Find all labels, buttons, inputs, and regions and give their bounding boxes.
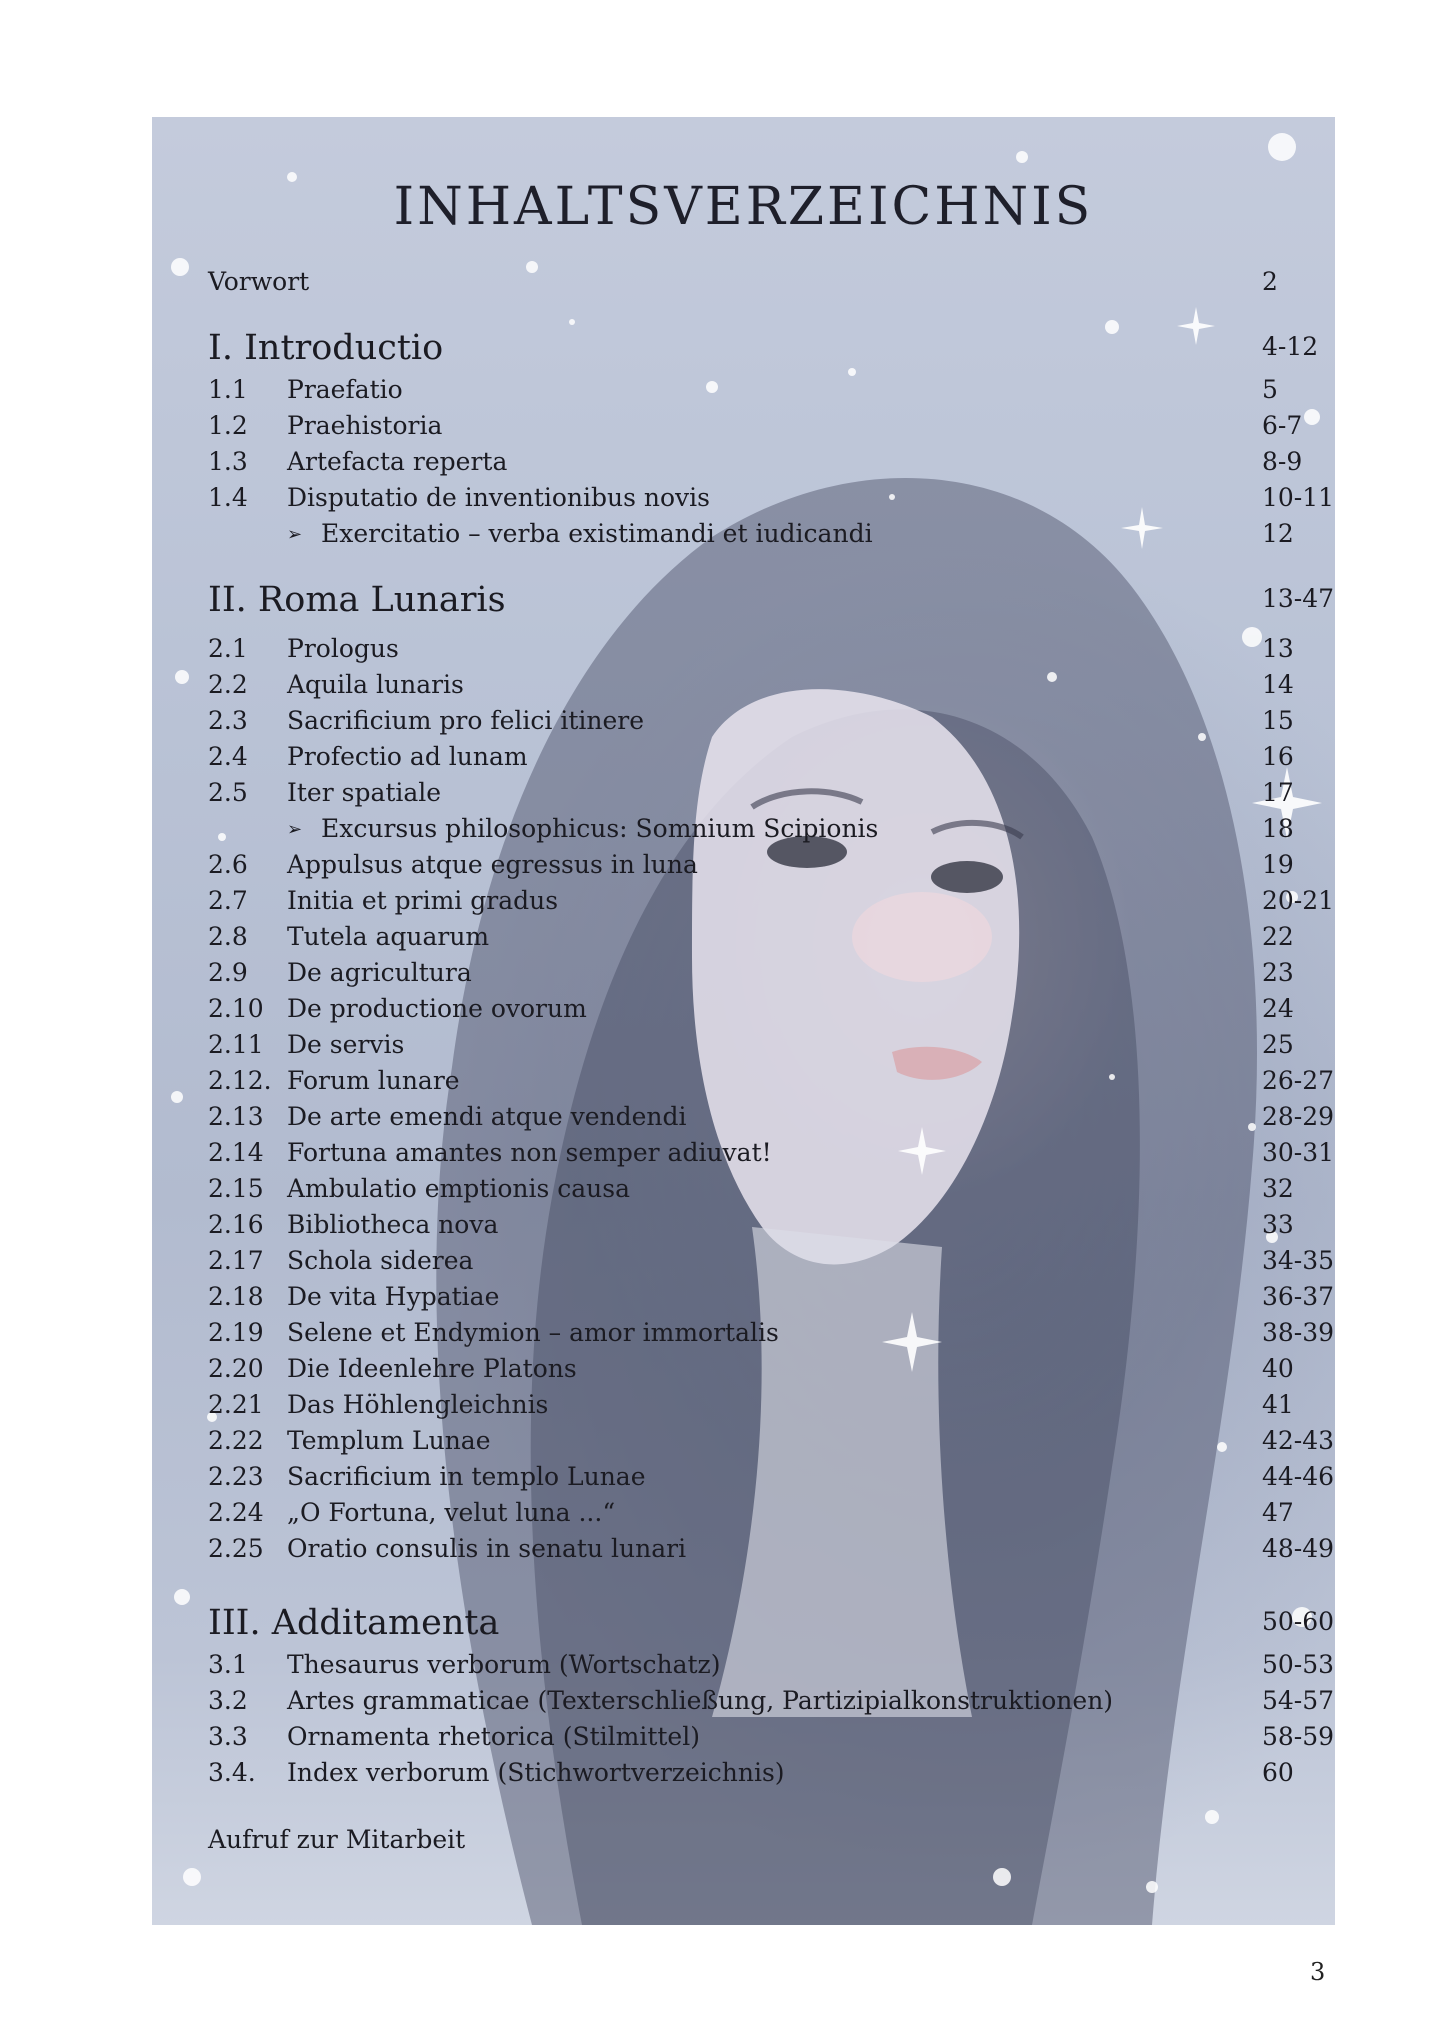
toc-entry[interactable] — [208, 1027, 1294, 1063]
entry-page: 54-57 — [1262, 1686, 1335, 1715]
entry-page: 34-35 — [1262, 1246, 1335, 1275]
entry-label: Fortuna amantes non semper adiuvat! — [287, 1138, 772, 1167]
entry-label: Thesaurus verborum (Wortschatz) — [287, 1650, 721, 1679]
entry-page: 28-29 — [1262, 1102, 1335, 1131]
entry-label: De productione ovorum — [287, 994, 587, 1023]
entry-number: 3.3 — [208, 1722, 248, 1751]
toc-entry[interactable] — [208, 1531, 1335, 1567]
entry-label: Schola siderea — [287, 1246, 474, 1275]
entry-page: 48-49 — [1262, 1534, 1335, 1563]
arrow-bullet-icon: ➢ — [287, 524, 303, 545]
entry-label: Appulsus atque egressus in luna — [287, 850, 698, 879]
entry-page: 32 — [1262, 1174, 1294, 1203]
entry-label: Das Höhlengleichnis — [287, 1390, 549, 1419]
entry-number: 2.7 — [208, 886, 248, 915]
toc-entry-vorwort[interactable] — [208, 264, 1278, 300]
entry-page: 13-47 — [1262, 584, 1335, 613]
toc-entry[interactable] — [208, 1315, 1335, 1351]
entry-number: 2.5 — [208, 778, 248, 807]
entry-page: 10-11 — [1262, 483, 1335, 512]
entry-page: 5 — [1262, 375, 1278, 404]
entry-label: Praehistoria — [287, 411, 443, 440]
section-heading: I. Introductio — [208, 328, 444, 368]
toc-title: INHALTSVERZEICHNIS — [393, 177, 1094, 237]
toc-section-roma-lunaris[interactable] — [208, 575, 1335, 625]
toc-entry[interactable] — [208, 1495, 1294, 1531]
entry-page: 23 — [1262, 958, 1294, 987]
entry-label: Artes grammaticae (Texterschließung, Partizipialkonstruktionen) — [287, 1686, 1114, 1715]
entry-number: 2.9 — [208, 958, 248, 987]
entry-label: Forum lunare — [287, 1066, 460, 1095]
entry-label: Excursus philosophicus: Somnium Scipionis — [321, 814, 879, 843]
entry-page: 20-21 — [1262, 886, 1335, 915]
entry-number: 2.24 — [208, 1498, 264, 1527]
entry-number: 1.4 — [208, 483, 248, 512]
toc-entry[interactable] — [208, 1243, 1335, 1279]
entry-label: Templum Lunae — [287, 1426, 491, 1455]
toc-page-panel — [152, 117, 1335, 1925]
toc-entry[interactable] — [208, 775, 1294, 811]
entry-label: De servis — [287, 1030, 405, 1059]
toc-entry[interactable] — [208, 667, 1294, 703]
entry-number: 2.10 — [208, 994, 264, 1023]
toc-entry[interactable] — [208, 480, 1335, 516]
entry-page: 30-31 — [1262, 1138, 1335, 1167]
entry-label: De arte emendi atque vendendi — [287, 1102, 687, 1131]
entry-page: 47 — [1262, 1498, 1294, 1527]
entry-page: 8-9 — [1262, 447, 1303, 476]
toc-entry[interactable] — [208, 847, 1294, 883]
entry-number: 2.13 — [208, 1102, 264, 1131]
entry-label: De vita Hypatiae — [287, 1282, 500, 1311]
entry-number: 2.23 — [208, 1462, 264, 1491]
entry-page: 50-60 — [1262, 1607, 1335, 1636]
entry-page: 12 — [1262, 519, 1294, 548]
entry-label: Ambulatio emptionis causa — [287, 1174, 631, 1203]
entry-number: 2.14 — [208, 1138, 264, 1167]
section-heading: II. Roma Lunaris — [208, 580, 506, 620]
entry-label: Aufruf zur Mitarbeit — [208, 1825, 466, 1854]
entry-label: De agricultura — [287, 958, 472, 987]
toc-entry[interactable] — [208, 1135, 1335, 1171]
entry-page: 18 — [1262, 814, 1294, 843]
entry-label: Die Ideenlehre Platons — [287, 1354, 577, 1383]
entry-page: 4-12 — [1262, 332, 1319, 361]
entry-page: 41 — [1262, 1390, 1294, 1419]
toc-entry[interactable] — [208, 1171, 1294, 1207]
entry-label: Vorwort — [208, 267, 310, 296]
entry-number: 1.2 — [208, 411, 248, 440]
toc-entry-aufruf[interactable] — [208, 1822, 1278, 1858]
toc-entry[interactable] — [208, 1755, 1294, 1791]
entry-label: Iter spatiale — [287, 778, 442, 807]
toc-entry[interactable] — [208, 372, 1278, 408]
toc-entry[interactable] — [208, 631, 1294, 667]
toc-entry[interactable] — [208, 1099, 1335, 1135]
entry-number: 2.6 — [208, 850, 248, 879]
entry-label: Oratio consulis in senatu lunari — [287, 1534, 687, 1563]
entry-number: 2.3 — [208, 706, 248, 735]
toc-entry[interactable] — [208, 408, 1303, 444]
entry-label: Tutela aquarum — [287, 922, 490, 951]
toc-entry[interactable] — [208, 991, 1294, 1027]
entry-number: 2.11 — [208, 1030, 264, 1059]
entry-page: 25 — [1262, 1030, 1294, 1059]
entry-page: 50-53 — [1262, 1650, 1335, 1679]
entry-number: 2.21 — [208, 1390, 264, 1419]
entry-page: 42-43 — [1262, 1426, 1335, 1455]
entry-number: 2.2 — [208, 670, 248, 699]
entry-label: Prologus — [287, 634, 399, 663]
entry-number: 2.15 — [208, 1174, 264, 1203]
toc-entry[interactable] — [208, 919, 1294, 955]
toc-entry[interactable] — [208, 883, 1335, 919]
entry-page: 38-39 — [1262, 1318, 1335, 1347]
entry-page: 60 — [1262, 1758, 1294, 1787]
toc-entry[interactable] — [208, 1719, 1335, 1755]
entry-label: Exercitatio – verba existimandi et iudicandi — [321, 519, 873, 548]
entry-page: 15 — [1262, 706, 1294, 735]
entry-label: „O Fortuna, velut luna ...“ — [287, 1498, 616, 1527]
toc-subentry[interactable] — [208, 811, 1294, 847]
entry-page: 33 — [1262, 1210, 1294, 1239]
section-heading: III. Additamenta — [208, 1603, 500, 1643]
entry-page: 19 — [1262, 850, 1294, 879]
toc-entry[interactable] — [208, 1351, 1294, 1387]
toc-subentry[interactable] — [208, 516, 1294, 552]
page-number: 3 — [1310, 1958, 1326, 1986]
entry-page: 44-46 — [1262, 1462, 1335, 1491]
entry-number: 2.20 — [208, 1354, 264, 1383]
entry-number: 2.1 — [208, 634, 248, 663]
entry-label: Artefacta reperta — [287, 447, 508, 476]
entry-label: Disputatio de inventionibus novis — [287, 483, 710, 512]
entry-number: 2.19 — [208, 1318, 264, 1347]
toc-entry[interactable] — [208, 1423, 1335, 1459]
toc-entry[interactable] — [208, 703, 1294, 739]
entry-page: 22 — [1262, 922, 1294, 951]
entry-label: Initia et primi gradus — [287, 886, 559, 915]
entry-page: 58-59 — [1262, 1722, 1335, 1751]
toc-entry[interactable] — [208, 1683, 1335, 1719]
entry-number: 2.8 — [208, 922, 248, 951]
entry-number: 2.17 — [208, 1246, 264, 1275]
toc-entry[interactable] — [208, 1207, 1294, 1243]
entry-label: Sacrificium in templo Lunae — [287, 1462, 646, 1491]
entry-page: 16 — [1262, 742, 1294, 771]
entry-page: 24 — [1262, 994, 1294, 1023]
entry-label: Bibliotheca nova — [287, 1210, 499, 1239]
entry-page: 6-7 — [1262, 411, 1303, 440]
entry-page: 13 — [1262, 634, 1294, 663]
entry-number: 2.25 — [208, 1534, 264, 1563]
entry-page: 14 — [1262, 670, 1294, 699]
toc-entry[interactable] — [208, 1063, 1335, 1099]
toc-entry[interactable] — [208, 739, 1294, 775]
entry-number: 2.22 — [208, 1426, 264, 1455]
entry-number: 3.4. — [208, 1758, 256, 1787]
toc-entry[interactable] — [208, 444, 1303, 480]
entry-page: 26-27 — [1262, 1066, 1335, 1095]
entry-label: Aquila lunaris — [287, 670, 464, 699]
entry-number: 2.4 — [208, 742, 248, 771]
entry-label: Profectio ad lunam — [287, 742, 528, 771]
entry-number: 1.1 — [208, 375, 248, 404]
entry-number: 2.18 — [208, 1282, 264, 1311]
toc-entry[interactable] — [208, 955, 1294, 991]
entry-page: 36-37 — [1262, 1282, 1335, 1311]
toc-section-introductio[interactable] — [208, 323, 1319, 373]
entry-number: 2.12. — [208, 1066, 272, 1095]
entry-page: 40 — [1262, 1354, 1294, 1383]
toc-entry[interactable] — [208, 1279, 1335, 1315]
entry-page: 2 — [1262, 267, 1278, 296]
entry-number: 1.3 — [208, 447, 248, 476]
entry-label: Praefatio — [287, 375, 403, 404]
entry-page: 17 — [1262, 778, 1294, 807]
arrow-bullet-icon: ➢ — [287, 819, 303, 840]
entry-number: 3.2 — [208, 1686, 248, 1715]
entry-label: Ornamenta rhetorica (Stilmittel) — [287, 1722, 700, 1751]
entry-number: 2.16 — [208, 1210, 264, 1239]
entry-label: Index verborum (Stichwortverzeichnis) — [287, 1758, 785, 1787]
entry-label: Selene et Endymion – amor immortalis — [287, 1318, 779, 1347]
entry-number: 3.1 — [208, 1650, 248, 1679]
toc-entry[interactable] — [208, 1459, 1335, 1495]
toc-section-additamenta[interactable] — [208, 1598, 1335, 1648]
toc-entry[interactable] — [208, 1647, 1335, 1683]
toc-entry[interactable] — [208, 1387, 1294, 1423]
entry-label: Sacrificium pro felici itinere — [287, 706, 645, 735]
